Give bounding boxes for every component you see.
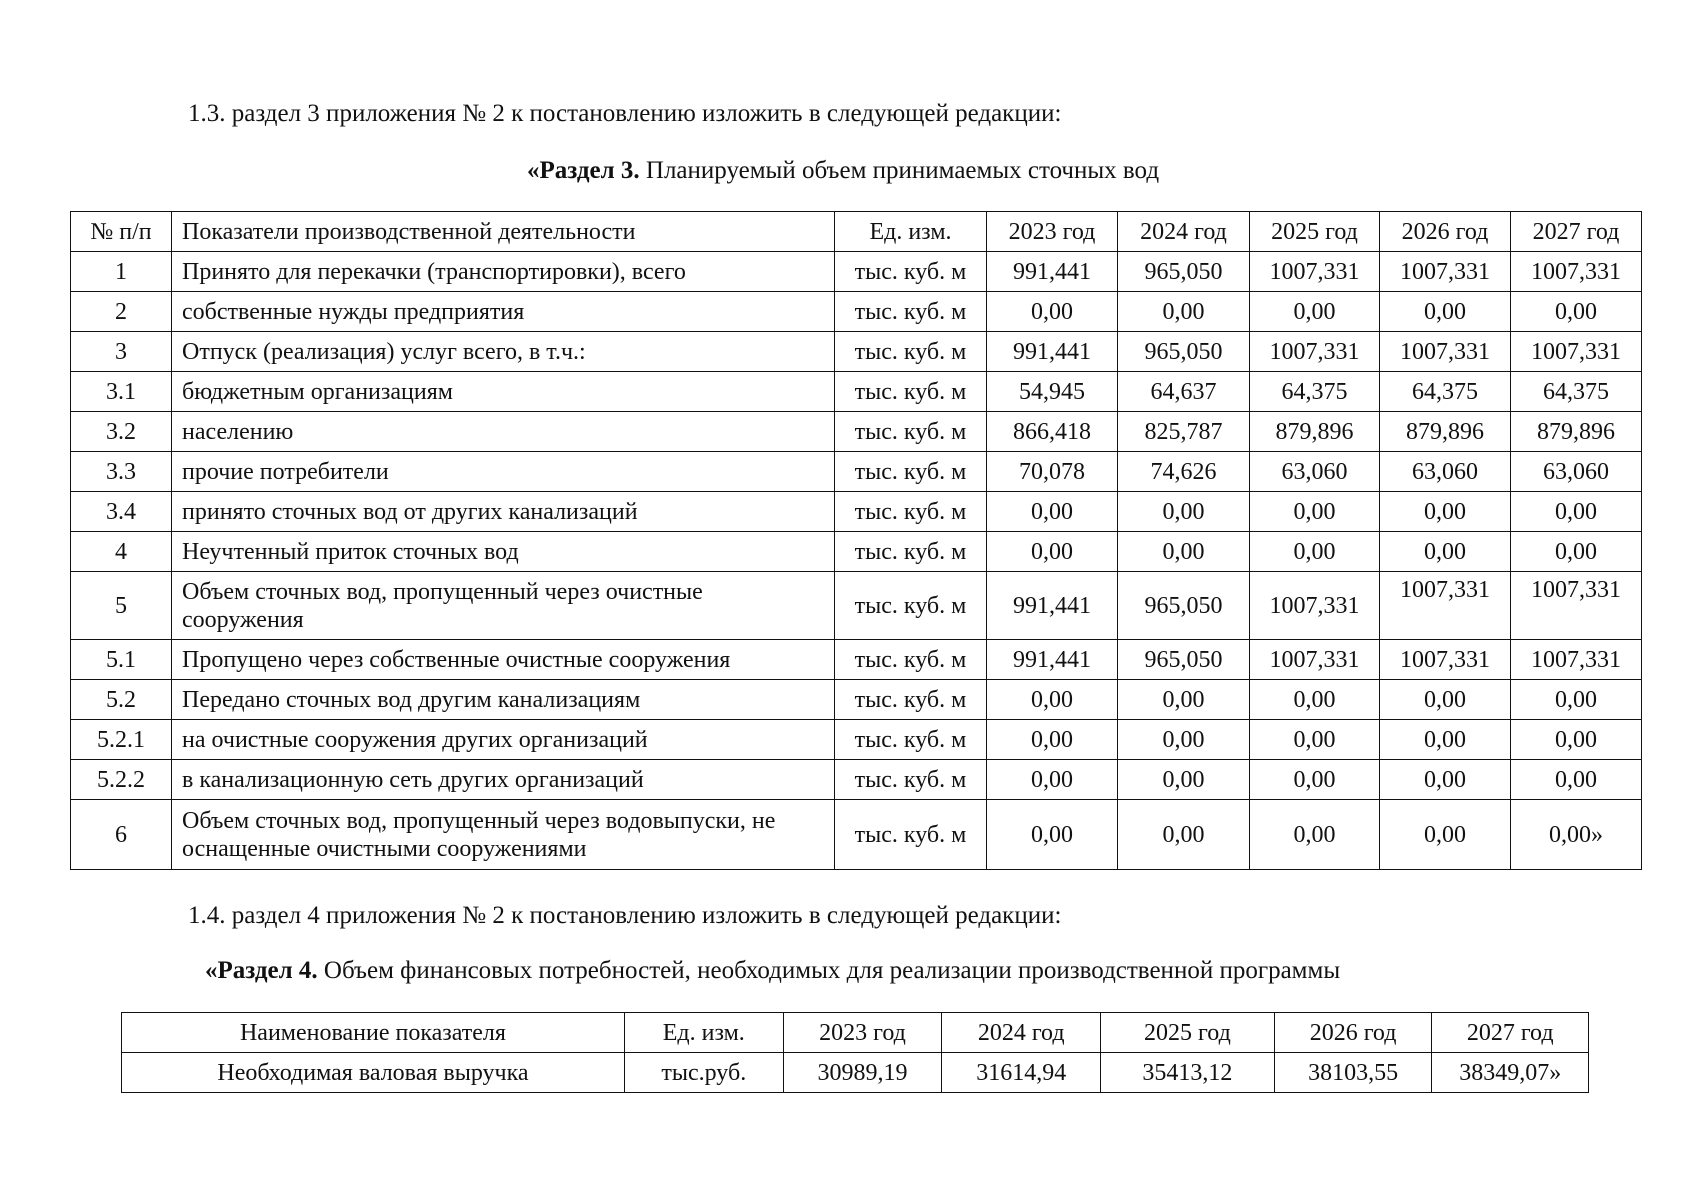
value-2027: 0,00 [1511,720,1642,760]
header-2026: 2026 год [1274,1013,1432,1053]
paragraph-1-3: 1.3. раздел 3 приложения № 2 к постановлению изложить в следующей редакции: [188,100,1062,127]
value-2025: 0,00 [1250,292,1380,332]
row-number: 3.2 [71,412,172,452]
row-number: 3.4 [71,492,172,532]
section-3-heading-text: Планируемый объем принимаемых сточных вод [639,157,1160,184]
value-2027: 0,00 [1511,492,1642,532]
section-3-heading-bold: «Раздел 3. [527,157,640,184]
table-section-3-body [71,252,1642,870]
value-2025: 0,00 [1250,720,1380,760]
value-2024: 0,00 [1118,760,1250,800]
value-2026: 0,00 [1380,492,1511,532]
value-2026: 1007,331 [1380,572,1511,640]
value-2025: 0,00 [1250,492,1380,532]
header-2026: 2026 год [1380,212,1511,252]
value-2024: 965,050 [1118,252,1250,292]
value-2027: 1007,331 [1511,572,1642,640]
value-2023: 30989,19 [783,1053,942,1093]
header-2023: 2023 год [783,1013,942,1053]
value-2024: 31614,94 [942,1053,1101,1093]
value-2024: 0,00 [1118,492,1250,532]
row-indicator: Неучтенный приток сточных вод [172,532,835,572]
row-number: 1 [71,252,172,292]
value-2023: 866,418 [987,412,1118,452]
value-2027: 0,00 [1511,680,1642,720]
section-3-heading [527,157,1159,185]
value-2024: 0,00 [1118,532,1250,572]
row-indicator: принято сточных вод от других канализаций [172,492,835,532]
value-2023: 991,441 [987,640,1118,680]
header-indicator: Показатели производственной деятельности [172,212,835,252]
value-2026: 64,375 [1380,372,1511,412]
value-2023: 54,945 [987,372,1118,412]
table-section-3 [70,211,1642,870]
value-2027: 0,00 [1511,292,1642,332]
table-row [71,372,1642,412]
value-2025: 1007,331 [1250,252,1380,292]
row-number: 6 [71,800,172,870]
header-2024: 2024 год [1118,212,1250,252]
value-2023: 0,00 [987,532,1118,572]
table-row [71,572,1642,640]
row-indicator: Объем сточных вод, пропущенный через очистные сооружения [172,572,835,640]
row-indicator: собственные нужды предприятия [172,292,835,332]
value-2023: 0,00 [987,800,1118,870]
value-2023: 0,00 [987,680,1118,720]
row-indicator: бюджетным организациям [172,372,835,412]
row-unit: тыс. куб. м [835,572,987,640]
row-number: 5.1 [71,640,172,680]
value-2026: 0,00 [1380,292,1511,332]
row-indicator: Принято для перекачки (транспортировки), всего [172,252,835,292]
value-2026: 0,00 [1380,800,1511,870]
value-2023: 991,441 [987,332,1118,372]
row-indicator: Отпуск (реализация) услуг всего, в т.ч.: [172,332,835,372]
row-indicator: населению [172,412,835,452]
value-2025: 35413,12 [1101,1053,1275,1093]
value-2024: 825,787 [1118,412,1250,452]
value-2023: 0,00 [987,720,1118,760]
value-2027: 879,896 [1511,412,1642,452]
value-2024: 0,00 [1118,680,1250,720]
value-2024: 0,00 [1118,292,1250,332]
value-2023: 991,441 [987,572,1118,640]
row-indicator: Передано сточных вод другим канализациям [172,680,835,720]
header-unit: Ед. изм. [624,1013,783,1053]
row-number: 4 [71,532,172,572]
row-unit: тыс. куб. м [835,252,987,292]
value-2024: 0,00 [1118,720,1250,760]
value-2025: 64,375 [1250,372,1380,412]
value-2025: 0,00 [1250,760,1380,800]
value-2023: 70,078 [987,452,1118,492]
table-row [71,452,1642,492]
value-2024: 74,626 [1118,452,1250,492]
row-unit: тыс. куб. м [835,412,987,452]
header-2027: 2027 год [1511,212,1642,252]
table-header-row [71,212,1642,252]
value-2024: 64,637 [1118,372,1250,412]
value-2025: 63,060 [1250,452,1380,492]
value-2024: 965,050 [1118,332,1250,372]
row-number: 3.1 [71,372,172,412]
section-4-heading-text: Объем финансовых потребностей, необходимых для реализации производственной программы [317,957,1341,984]
table-header-row [122,1013,1589,1053]
row-unit: тыс. куб. м [835,760,987,800]
table-row [71,292,1642,332]
value-2025: 1007,331 [1250,332,1380,372]
value-2027: 0,00 [1511,760,1642,800]
row-number: 5.2.2 [71,760,172,800]
header-unit: Ед. изм. [835,212,987,252]
table-row [71,332,1642,372]
value-2026: 0,00 [1380,680,1511,720]
value-2026: 0,00 [1380,532,1511,572]
paragraph-1-4: 1.4. раздел 4 приложения № 2 к постановлению изложить в следующей редакции: [188,902,1062,929]
row-indicator: в канализационную сеть других организаций [172,760,835,800]
row-indicator: на очистные сооружения других организаций [172,720,835,760]
row-number: 5.2 [71,680,172,720]
row-unit: тыс. куб. м [835,292,987,332]
value-2025: 0,00 [1250,532,1380,572]
value-2026: 1007,331 [1380,332,1511,372]
header-num: № п/п [71,212,172,252]
value-2023: 0,00 [987,760,1118,800]
value-2027: 1007,331 [1511,332,1642,372]
table-section-4-body [122,1053,1589,1093]
value-2023: 0,00 [987,492,1118,532]
row-number: 3 [71,332,172,372]
header-indicator-name: Наименование показателя [122,1013,625,1053]
value-2024: 965,050 [1118,640,1250,680]
table-row [71,800,1642,870]
value-2025: 879,896 [1250,412,1380,452]
row-unit: тыс. куб. м [835,372,987,412]
row-unit: тыс.руб. [624,1053,783,1093]
row-unit: тыс. куб. м [835,800,987,870]
row-indicator: прочие потребители [172,452,835,492]
value-2026: 1007,331 [1380,640,1511,680]
table-row [71,412,1642,452]
row-number: 5 [71,572,172,640]
value-2023: 991,441 [987,252,1118,292]
row-unit: тыс. куб. м [835,452,987,492]
value-2023: 0,00 [987,292,1118,332]
row-unit: тыс. куб. м [835,720,987,760]
row-unit: тыс. куб. м [835,640,987,680]
value-2026: 1007,331 [1380,252,1511,292]
row-number: 5.2.1 [71,720,172,760]
header-2023: 2023 год [987,212,1118,252]
section-4-heading-bold: «Раздел 4. [205,957,318,984]
row-unit: тыс. куб. м [835,532,987,572]
row-unit: тыс. куб. м [835,332,987,372]
value-2024: 965,050 [1118,572,1250,640]
value-2025: 1007,331 [1250,640,1380,680]
value-2025: 0,00 [1250,800,1380,870]
row-number: 2 [71,292,172,332]
header-2024: 2024 год [942,1013,1101,1053]
table-row [71,492,1642,532]
section-4-heading [205,957,1340,985]
value-2026: 63,060 [1380,452,1511,492]
value-2026: 879,896 [1380,412,1511,452]
row-indicator-name: Необходимая валовая выручка [122,1053,625,1093]
value-2027: 0,00» [1511,800,1642,870]
value-2025: 0,00 [1250,680,1380,720]
value-2024: 0,00 [1118,800,1250,870]
value-2027: 64,375 [1511,372,1642,412]
table-row [71,760,1642,800]
value-2026: 0,00 [1380,760,1511,800]
table-row [71,532,1642,572]
row-indicator: Пропущено через собственные очистные сооружения [172,640,835,680]
table-section-4 [121,1012,1589,1093]
header-2027: 2027 год [1432,1013,1589,1053]
value-2026: 0,00 [1380,720,1511,760]
value-2025: 1007,331 [1250,572,1380,640]
row-indicator: Объем сточных вод, пропущенный через водовыпуски, не оснащенные очистными сооружениями [172,800,835,870]
row-unit: тыс. куб. м [835,680,987,720]
table-row [71,720,1642,760]
value-2026: 38103,55 [1274,1053,1432,1093]
value-2027: 1007,331 [1511,252,1642,292]
value-2027: 38349,07» [1432,1053,1589,1093]
value-2027: 1007,331 [1511,640,1642,680]
value-2027: 63,060 [1511,452,1642,492]
table-row [122,1053,1589,1093]
table-row [71,680,1642,720]
table-row [71,640,1642,680]
value-2027: 0,00 [1511,532,1642,572]
row-unit: тыс. куб. м [835,492,987,532]
table-row [71,252,1642,292]
header-2025: 2025 год [1250,212,1380,252]
row-number: 3.3 [71,452,172,492]
header-2025: 2025 год [1101,1013,1275,1053]
